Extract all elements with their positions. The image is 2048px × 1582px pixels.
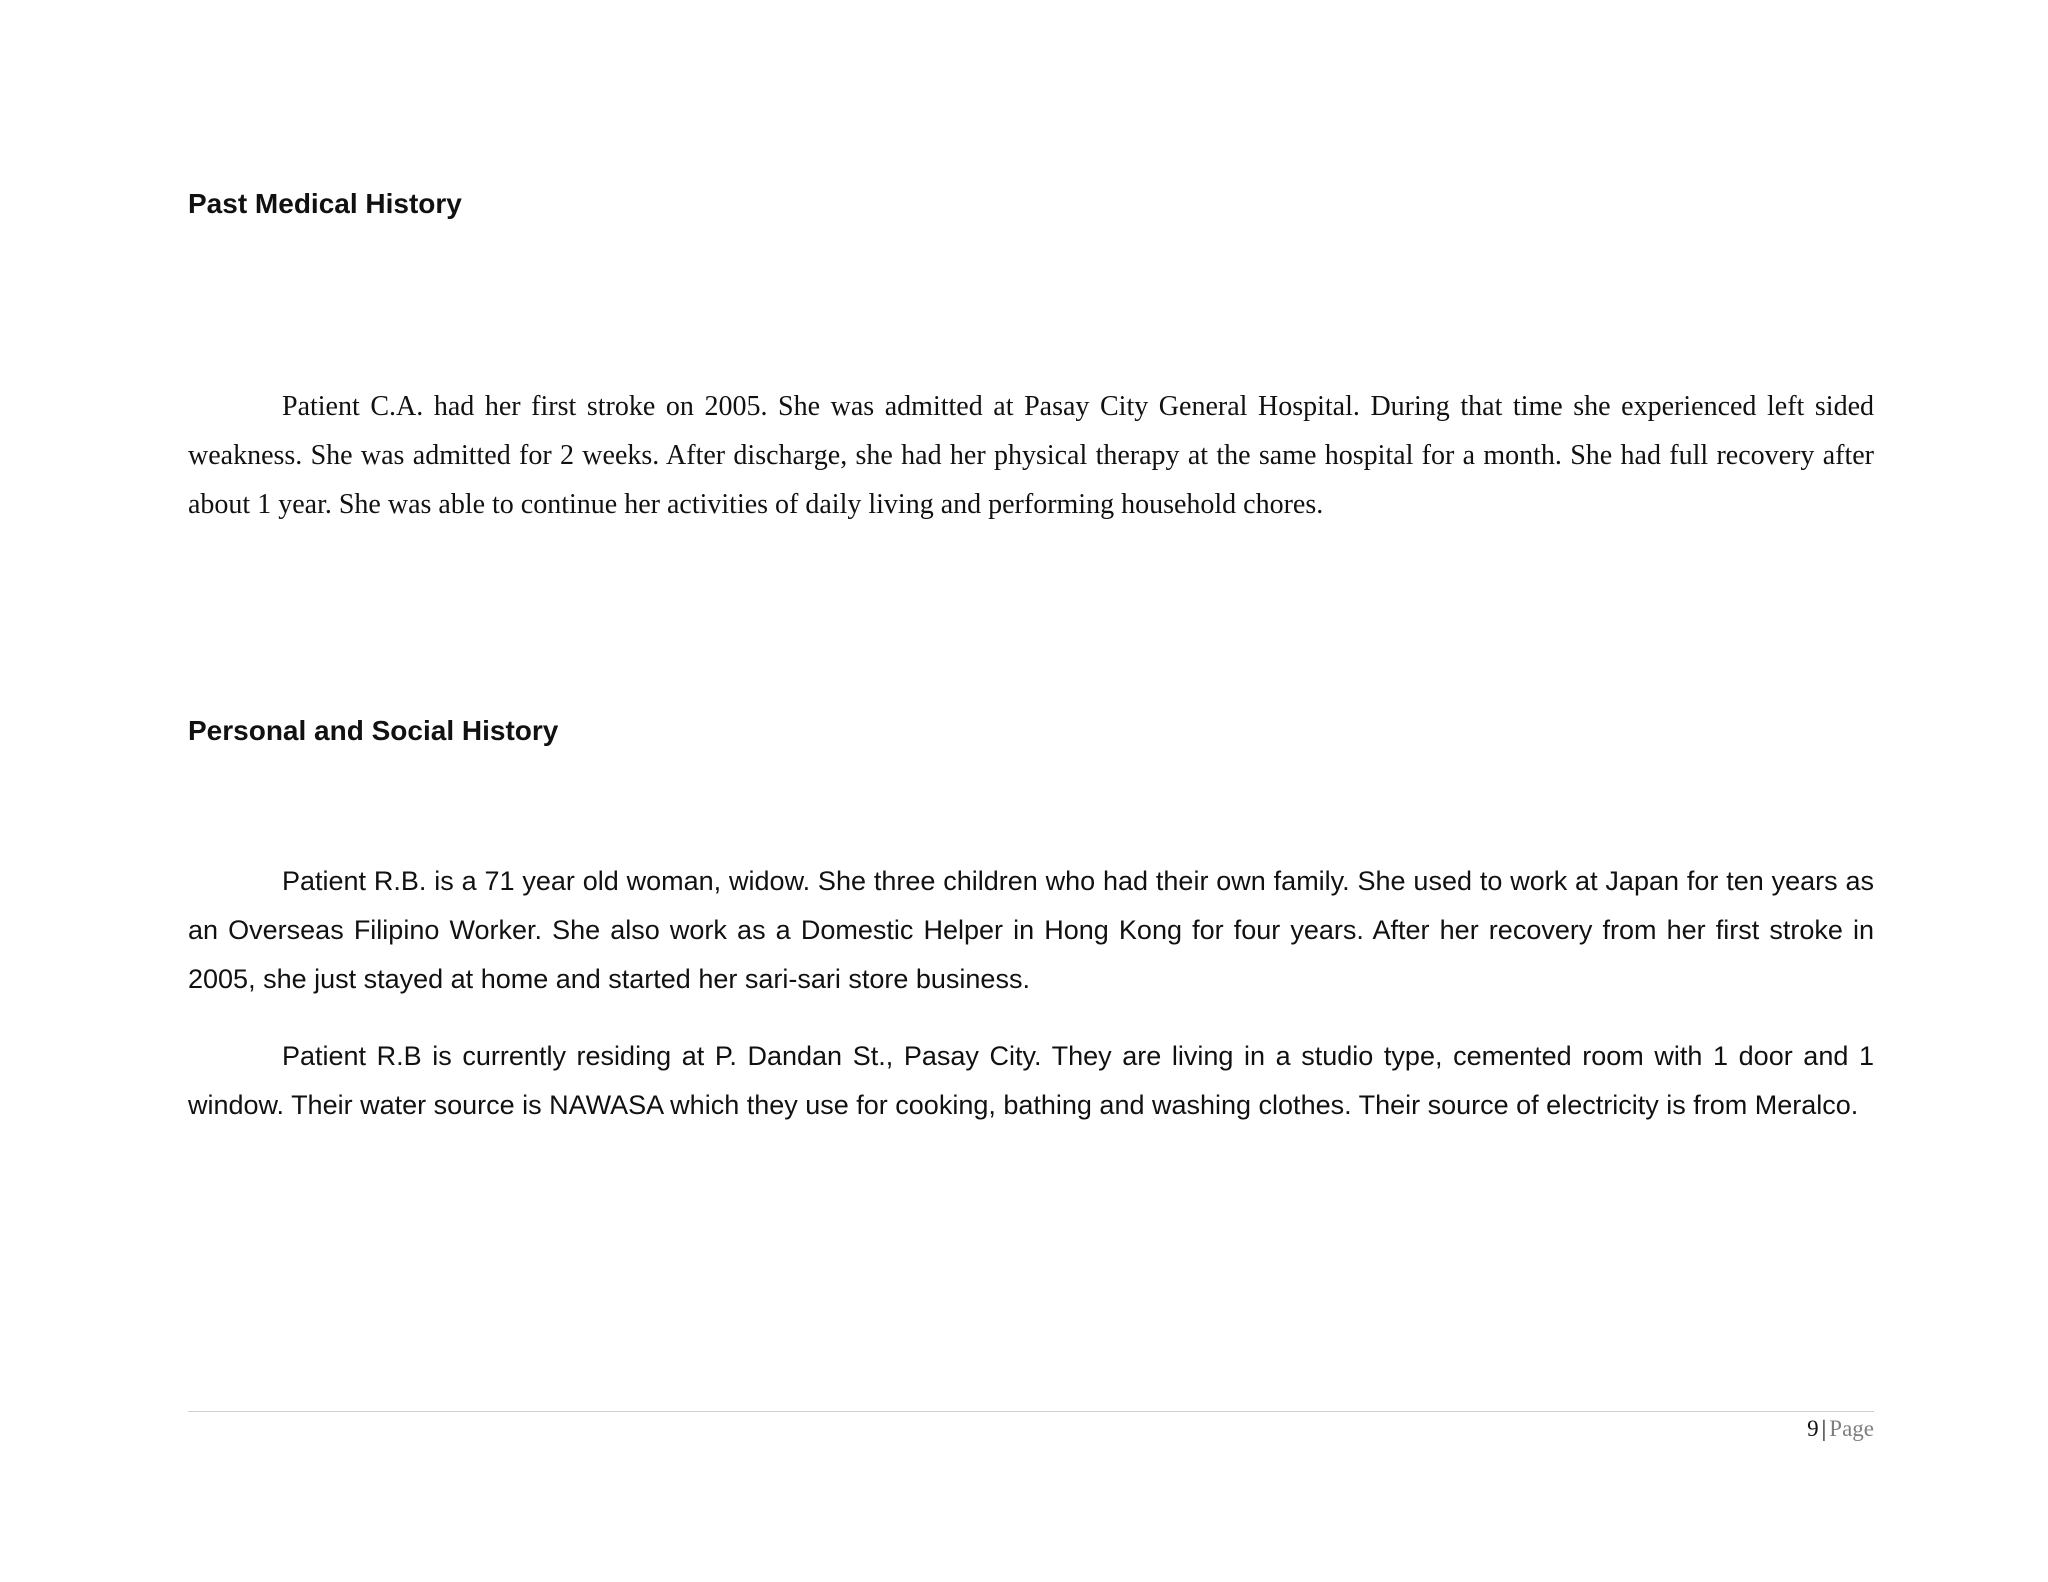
paragraph-residence: Patient R.B is currently residing at P. Dandan St., Pasay City. They are living in a studio type, cemented room with 1 door and 1 window. Their water source is NAWASA which they use for cooking, bathing and washing clothes. Their source of electricity is from Meralco.: [188, 1041, 1874, 1120]
page-label: Page: [1829, 1416, 1874, 1441]
section-heading-personal-social-history: Personal and Social History: [188, 715, 559, 746]
paragraph-past-medical-history: Patient C.A. had her first stroke on 2005. She was admitted at Pasay City General Hospital. During that time she experienced left sided weakness. She was admitted for 2 weeks. After discharge, she had her physical therapy at the same hospital for a month. She had full recovery after about 1 year. She was able to continue her activities of daily living and performing household chores.: [188, 391, 1874, 520]
page-number: 9: [1807, 1416, 1819, 1441]
footer-separator: |: [1821, 1416, 1827, 1441]
page-footer: [1807, 1414, 1874, 1444]
section-heading-past-medical-history: Past Medical History: [188, 188, 462, 219]
paragraph-personal-history: Patient R.B. is a 71 year old woman, widow. She three children who had their own family. She used to work at Japan for ten years as an Overseas Filipino Worker. She also work as a Domestic Helper in Hong Kong for four years. After her recovery from her first stroke in 2005, she just stayed at home and started her sari-sari store business.: [188, 866, 1874, 994]
footer-divider: [188, 1411, 1874, 1412]
